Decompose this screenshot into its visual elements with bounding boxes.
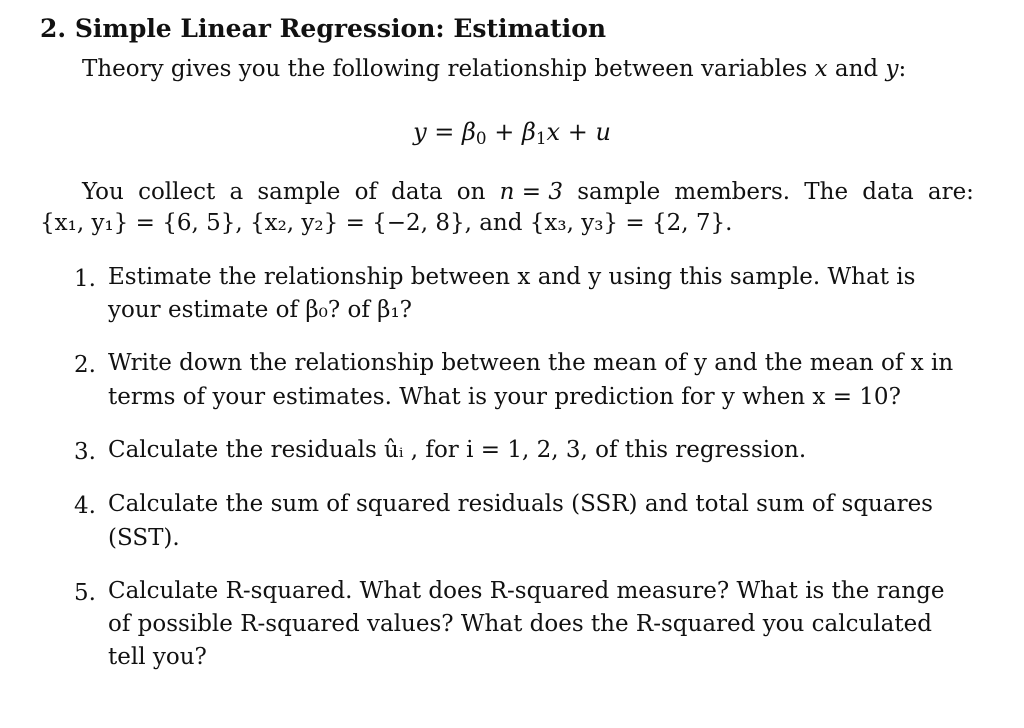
sample-word: sample [577, 179, 661, 205]
eq-x: x [546, 118, 561, 146]
question-3-number: 3. [74, 439, 96, 465]
question-2-line2: terms of your estimates. What is your prediction for y when x = 10? [108, 384, 901, 410]
eq-plus1: + [494, 118, 515, 146]
problem-heading [40, 14, 606, 43]
question-4-number: 4. [74, 493, 96, 519]
question-1-line2: your estimate of β₀? of β₁? [108, 297, 413, 323]
eq-beta0-sub: 0 [475, 128, 487, 149]
eq-u: u [595, 118, 611, 146]
question-1-number: 1. [74, 266, 96, 292]
sample-word: a [229, 179, 244, 205]
eq-equals: = [434, 118, 455, 146]
intro-colon: : [898, 56, 907, 82]
question-5-number: 5. [74, 580, 96, 606]
question-4-line1: Calculate the sum of squared residuals (SSR) and total sum of squares [108, 491, 933, 517]
eq-beta1-sub: 1 [535, 128, 547, 149]
sample-word: sample [257, 179, 341, 205]
question-5-line2: of possible R-squared values? What does the R-squared you calculated [108, 611, 932, 637]
problem-title: Simple Linear Regression: Estimation [74, 14, 607, 43]
sample-word: You [82, 179, 124, 205]
intro-line [82, 58, 906, 81]
eq-beta0: β [462, 118, 476, 146]
sample-word: of [354, 179, 377, 205]
question-2-number: 2. [74, 352, 96, 378]
question-5-line3: tell you? [108, 644, 207, 670]
sample-word: members. [674, 179, 791, 205]
regression-equation [0, 118, 1024, 148]
eq-beta1: β [521, 118, 536, 146]
eq-lhs: y [413, 118, 427, 146]
eq-plus2: + [567, 118, 588, 146]
question-2-line1: Write down the relationship between the mean of y and the mean of x in [108, 350, 954, 376]
sample-line [82, 179, 974, 205]
question-3-line1: Calculate the residuals ûᵢ , for i = 1, 2, 3, of this regression. [108, 437, 807, 463]
sample-word: data [391, 179, 443, 205]
question-5-line1: Calculate R-squared. What does R-squared measure? What is the range [108, 578, 945, 604]
sample-word: The [804, 179, 849, 205]
sample-word: data [862, 179, 914, 205]
intro-var-x: x [814, 56, 828, 82]
sample-word: collect [138, 179, 216, 205]
intro-var-y: y [885, 56, 899, 82]
data-points-line: {x₁, y₁} = {6, 5}, {x₂, y₂} = {−2, 8}, and {x₃, y₃} = {2, 7}. [40, 210, 733, 236]
sample-word: on [456, 179, 486, 205]
intro-text: Theory gives you the following relationship between variables [82, 56, 808, 82]
question-1-line1: Estimate the relationship between x and y using this sample. What is [108, 264, 916, 290]
intro-and: and [834, 56, 879, 82]
sample-word: are: [927, 179, 974, 205]
sample-size: n = 3 [499, 179, 563, 205]
question-4-line2: (SST). [108, 525, 180, 551]
problem-number: 2. [40, 14, 67, 43]
